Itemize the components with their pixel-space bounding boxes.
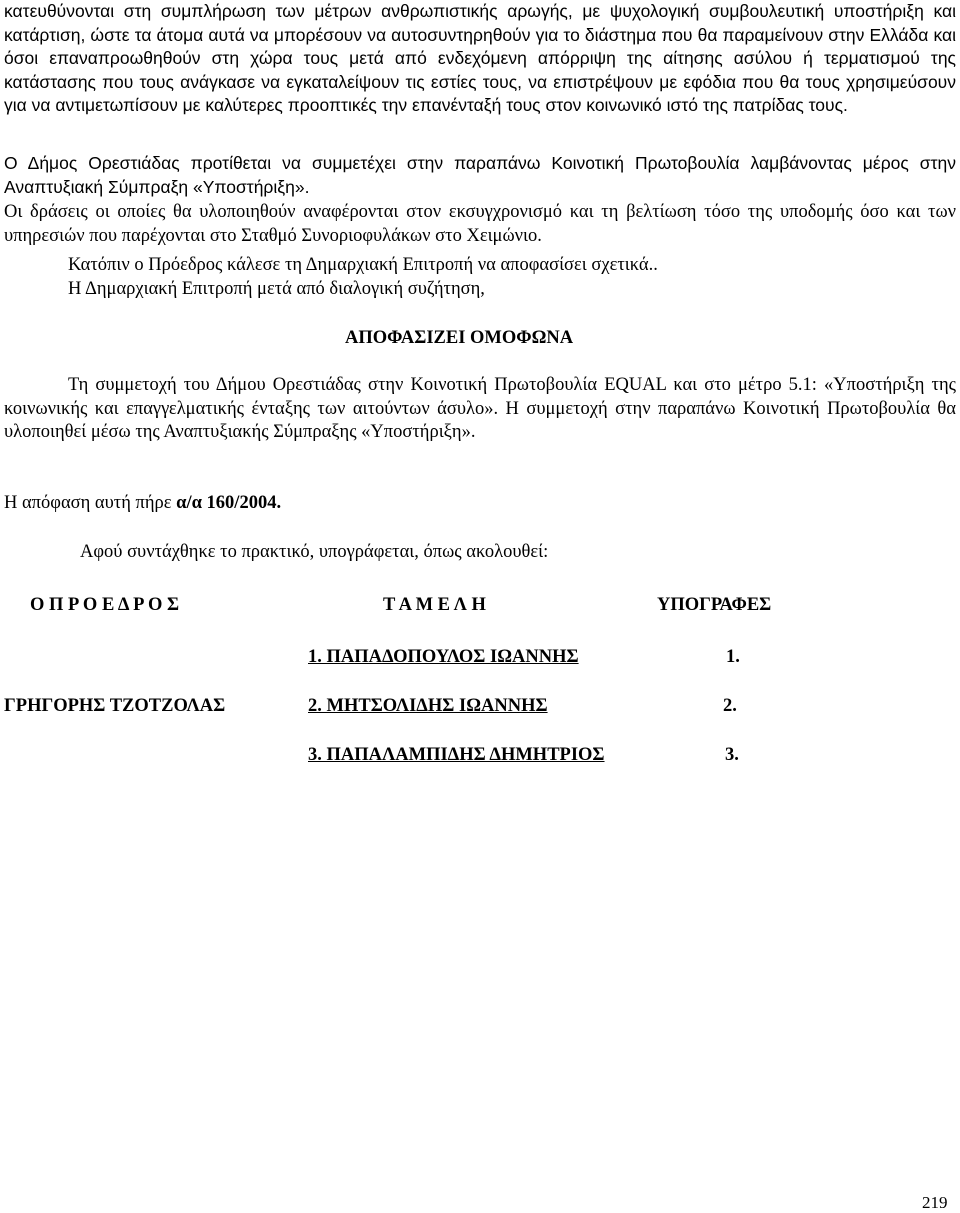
member-1-sign-slot: 1. <box>726 647 740 667</box>
member-3-sign-slot: 3. <box>725 745 739 765</box>
member-3-name: 3. ΠΑΠΑΛΑΜΠΙΔΗΣ ΔΗΜΗΤΡΙΟΣ <box>308 745 605 765</box>
committee-discussion-text: Η Δημαρχιακή Επιτροπή μετά από διαλογική συζήτηση, <box>68 279 485 299</box>
minutes-note: Αφού συντάχθηκε το πρακτικό, υπογράφεται, όπως ακολουθεί: <box>80 542 549 562</box>
member-2-name: 2. ΜΗΤΣΟΛΙΔΗΣ ΙΩΑΝΝΗΣ <box>308 696 548 716</box>
signatures-header: ΥΠΟΓΡΑΦΕΣ <box>657 595 772 615</box>
member-1-name: 1. ΠΑΠΑΔΟΠΟΥΛΟΣ ΙΩΑΝΝΗΣ <box>308 647 579 667</box>
members-header: Τ Α Μ Ε Λ Η <box>383 595 486 615</box>
decision-number-line <box>4 493 281 514</box>
page-number: 219 <box>922 1193 948 1212</box>
actions-paragraph: Οι δράσεις οι οποίες θα υλοποιηθούν αναφέρονται στον εκσυγχρονισμό και τη βελτίωση τόσο της υποδομής όσο και των υπηρεσιών που παρέχονται στο Σταθμό Συνοριοφυλάκων στο Χειμώνιο. <box>4 202 956 246</box>
decision-number-label: Η απόφαση αυτή πήρε <box>4 493 172 513</box>
intro-paragraph: κατευθύνονται στη συμπλήρωση των μέτρων ανθρωπιστικής αρωγής, με ψυχολογική συμβουλευτική υποστήριξη και κατάρτιση, ώστε τα άτομα αυτά να μπορέσουν να αυτοσυντηρηθούν για το διάστημα που θα παραμείνουν στην Ελλάδα και όσοι επαναπροωθηθούν στη χώρα τους μετά από ενδεχόμενη απόρριψη της αίτησης ασύλου ή τερματισμού της κατάστασης που τους ανάγκασε να εγκαταλείψουν τις εστίες τους, να επιστρέψουν με εφόδια που θα τους χρησιμεύσουν για να αντιμετωπίσουν με καλύτερες προοπτικές την επανένταξή τους στον κοινωνικό ιστό της πατρίδας τους. <box>4 1 956 116</box>
decision-heading: ΑΠΟΦΑΣΙΖΕΙ ΟΜΟΦΩΝΑ <box>345 328 574 348</box>
chairman-header: Ο Π Ρ Ο Ε Δ Ρ Ο Σ <box>30 595 180 615</box>
municipality-paragraph: Ο Δήμος Ορεστιάδας προτίθεται να συμμετέχει στην παραπάνω Κοινοτική Πρωτοβουλία λαμβάνοντας μέρος στην Αναπτυξιακή Σύμπραξη «Υποστήριξη». <box>4 153 956 197</box>
member-2-sign-slot: 2. <box>723 696 737 716</box>
chairman-call-text: Κατόπιν ο Πρόεδρος κάλεσε τη Δημαρχιακή Επιτροπή να αποφασίσει σχετικά.. <box>68 255 658 275</box>
decision-number: α/α 160/2004. <box>176 493 282 513</box>
decision-paragraph: Τη συμμετοχή του Δήμου Ορεστιάδας στην Κοινοτική Πρωτοβουλία EQUAL και στο μέτρο 5.1: «Υποστήριξη της κοινωνικής και επαγγελματικής ένταξης των αιτούντων άσυλο». Η συμμετοχή στην παραπάνω Κοινοτική Πρωτοβουλία θα υλοποιηθεί μέσω της Αναπτυξιακής Σύμπραξης «Υποστήριξη». <box>4 375 956 443</box>
chairman-name: ΓΡΗΓΟΡΗΣ ΤΖΟΤΖΟΛΑΣ <box>4 696 226 716</box>
